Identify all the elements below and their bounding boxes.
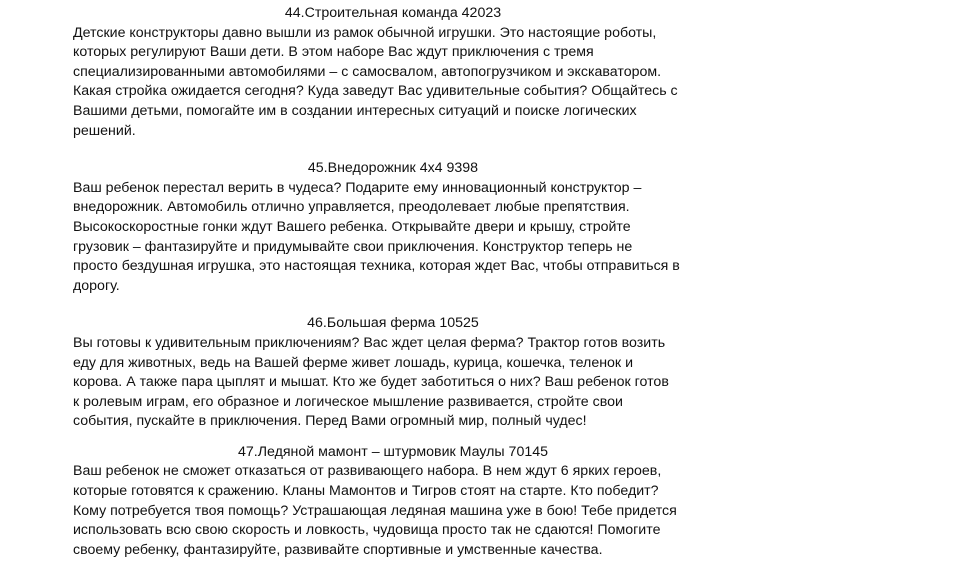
paragraph-line: которых регулируют Ваши дети. В этом наборе Вас ждут приключения с тремя <box>73 44 594 61</box>
paragraph-line: которые готовятся к сражению. Кланы Мамонтов и Тигров стоят на старте. Кто победит? <box>73 483 659 500</box>
paragraph-line: еду для животных, ведь на Вашей ферме живет лошадь, курица, кошечка, теленок и <box>73 354 634 371</box>
paragraph-line: к ролевым играм, его образное и логическое мышление развивается, стройте свои <box>73 393 623 410</box>
section-title: 44.Строительная команда 42023 <box>284 5 502 21</box>
paragraph-line: грузовик – фантазируйте и придумывайте свои приключения. Конструктор теперь не <box>73 238 633 255</box>
paragraph-line: просто бездушная игрушка, это настоящая техника, которая ждет Вас, чтобы отправиться в <box>73 258 680 275</box>
paragraph-line: внедорожник. Автомобиль отлично управляется, преодолевает любые препятствия. <box>73 199 630 216</box>
paragraph-line: Ваш ребенок не сможет отказаться от развивающего набора. В нем ждут 6 ярких героев, <box>73 463 662 480</box>
paragraph-line: решений. <box>73 122 136 139</box>
paragraph-line: Высокоскоростные гонки ждут Вашего ребенка. Открывайте двери и крышу, стройте <box>73 218 631 235</box>
section-title: 46.Большая ферма 10525 <box>307 315 479 332</box>
paragraph-line: использовать всю свою скорость и ловкость, чудовища просто так не сдаются! Помогите <box>73 522 661 539</box>
paragraph-line: дорогу. <box>73 277 120 294</box>
paragraph-line: корова. А также пара цыплят и мышат. Кто же будет заботиться о них? Ваш ребенок готов <box>73 374 669 391</box>
section-title: 47.Ледяной мамонт – штурмовик Маулы 70145 <box>237 443 549 460</box>
paragraph-line: специализированными автомобилями – с самосвалом, автопогрузчиком и экскаватором. <box>73 63 662 80</box>
paragraph-line: Какая стройка ожидается сегодня? Куда заведут Вас удивительные события? Общайтесь с <box>73 83 678 100</box>
document-page <box>73 4 713 560</box>
paragraph-line: события, пускайте в приключения. Перед Вами огромный мир, полный чудес! <box>73 413 587 430</box>
paragraph-line: Вы готовы к удивительным приключениям? Вас ждет целая ферма? Трактор готов возить <box>73 334 666 351</box>
paragraph-line: Кому потребуется твоя помощь? Устрашающая ледяная машина уже в бою! Тебе придется <box>73 502 677 519</box>
paragraph-line: Детские конструкторы давно вышли из рамок обычной игрушки. Это настоящие роботы, <box>73 24 657 41</box>
paragraph-line: Ваш ребенок перестал верить в чудеса? Подарите ему инновационный конструктор – <box>73 179 642 196</box>
product-section-45 <box>73 159 713 296</box>
product-section-46 <box>73 314 713 432</box>
paragraph-line: своему ребенку, фантазируйте, развивайте спортивные и умственные качества. <box>73 541 603 558</box>
product-section-44 <box>73 4 713 141</box>
product-section-47 <box>73 443 713 561</box>
section-title: 45.Внедорожник 4х4 9398 <box>307 160 479 177</box>
paragraph-line: Вашими детьми, помогайте им в создании интересных ситуаций и поиске логических <box>73 102 637 119</box>
